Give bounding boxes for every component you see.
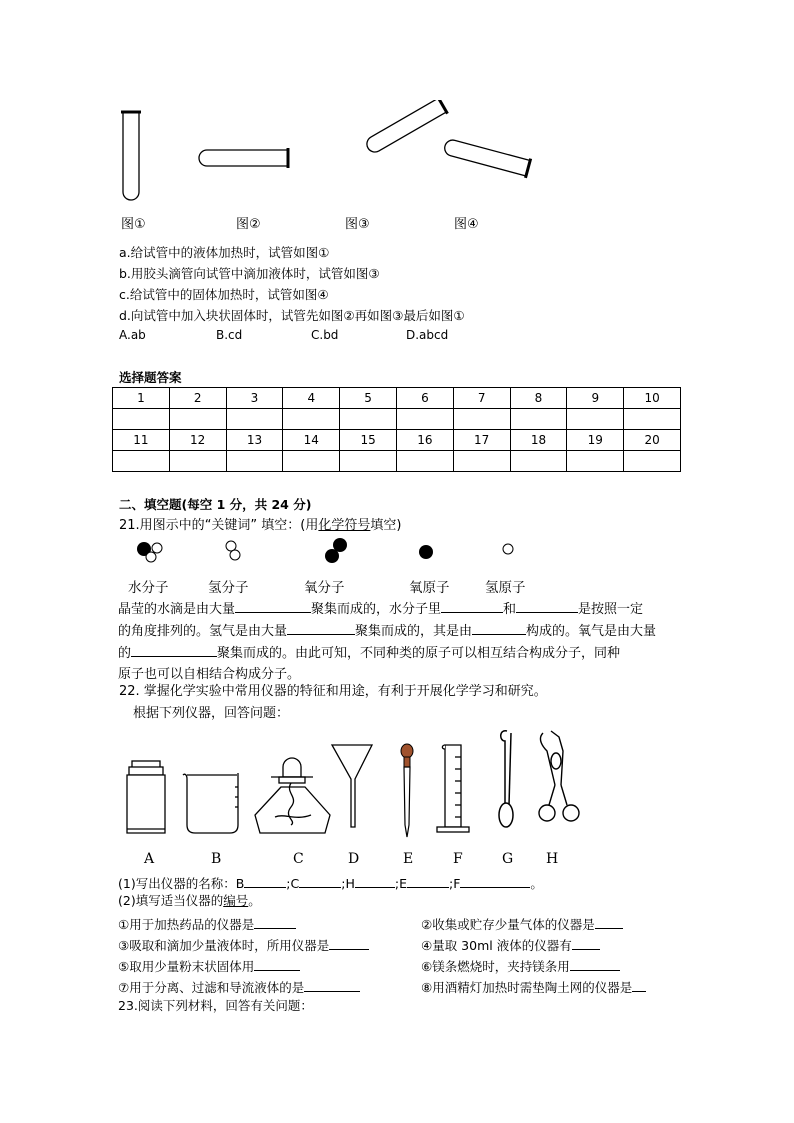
q21-line-1 bbox=[118, 598, 678, 620]
table-header-cell: 13 bbox=[226, 430, 283, 451]
choice-c: C.bd bbox=[311, 328, 339, 342]
q21-line-2 bbox=[118, 620, 678, 642]
table-row bbox=[113, 430, 681, 451]
table-row bbox=[113, 451, 681, 472]
answer-cell[interactable] bbox=[113, 409, 170, 430]
answer-cell[interactable] bbox=[624, 409, 681, 430]
text-span: ④量取 30ml 液体的仪器有 bbox=[421, 938, 572, 953]
text-span: ;C bbox=[286, 876, 300, 891]
fill-blank[interactable] bbox=[304, 977, 360, 992]
answer-cell[interactable] bbox=[396, 409, 453, 430]
section-heading: 二、填空题(每空 1 分，共 24 分) bbox=[119, 497, 312, 512]
test-tube-vertical-icon bbox=[121, 112, 141, 200]
water-molecule-icon bbox=[137, 542, 162, 562]
fill-blank[interactable] bbox=[572, 935, 600, 950]
table-row bbox=[113, 388, 681, 409]
table-header-cell: 2 bbox=[169, 388, 226, 409]
text-span: B bbox=[235, 876, 245, 891]
oxygen-molecule-icon bbox=[325, 538, 347, 563]
hydrogen-atom-icon bbox=[503, 544, 513, 554]
text-span: 。 bbox=[248, 893, 261, 908]
table-header-cell: 20 bbox=[624, 430, 681, 451]
text-span: 编号 bbox=[223, 893, 249, 908]
table-header-cell: 16 bbox=[396, 430, 453, 451]
table-header-cell: 18 bbox=[510, 430, 567, 451]
q22-item-5 bbox=[118, 956, 300, 975]
instrument-label-b: B bbox=[211, 851, 222, 867]
figure-label-2: 图② bbox=[236, 217, 261, 232]
text-span: 的角度排列的。氢气是由大量 bbox=[118, 624, 288, 639]
text-span: ⑥镁条燃烧时，夹持镁条用 bbox=[421, 959, 570, 974]
text-span: ;F bbox=[448, 876, 461, 891]
q21-suffix: 填空) bbox=[370, 518, 402, 533]
dropper-icon bbox=[401, 744, 413, 837]
molecule-label-water: 水分子 bbox=[128, 580, 169, 596]
fill-blank[interactable] bbox=[407, 873, 449, 888]
fill-blank[interactable] bbox=[254, 914, 296, 929]
q22-part1 bbox=[118, 873, 543, 892]
text-span: 聚集而成的。由此可知，不同种类的原子可以相互结合构成分子，同种 bbox=[217, 646, 621, 661]
table-header-cell: 1 bbox=[113, 388, 170, 409]
instrument-label-a: A bbox=[144, 851, 155, 867]
table-header-cell: 10 bbox=[624, 388, 681, 409]
instrument-label-d: D bbox=[348, 851, 360, 867]
answer-cell[interactable] bbox=[283, 451, 340, 472]
answer-cell[interactable] bbox=[624, 451, 681, 472]
table-header-cell: 17 bbox=[453, 430, 510, 451]
answer-cell[interactable] bbox=[567, 409, 624, 430]
gas-collecting-bottle-icon bbox=[127, 761, 165, 833]
test-tube-figures bbox=[100, 100, 560, 210]
alcohol-lamp-icon bbox=[255, 758, 330, 833]
fill-blank[interactable] bbox=[299, 873, 341, 888]
q22-item-4 bbox=[421, 935, 600, 954]
answer-cell[interactable] bbox=[510, 451, 567, 472]
table-header-cell: 11 bbox=[113, 430, 170, 451]
table-header-cell: 5 bbox=[340, 388, 397, 409]
fill-blank[interactable] bbox=[287, 620, 355, 635]
answer-cell[interactable] bbox=[396, 451, 453, 472]
q22-subintro: 根据下列仪器，回答问题： bbox=[133, 706, 290, 721]
instrument-label-e: E bbox=[403, 851, 414, 867]
text-span: 聚集而成的，其是由 bbox=[355, 624, 473, 639]
table-header-cell: 14 bbox=[283, 430, 340, 451]
molecule-label-oxygen-molecule: 氧分子 bbox=[304, 580, 345, 596]
answer-cell[interactable] bbox=[567, 451, 624, 472]
test-tube-horizontal-icon bbox=[199, 148, 288, 168]
text-span: 构成的。氧气是由大量 bbox=[526, 624, 657, 639]
fill-blank[interactable] bbox=[355, 873, 395, 888]
text-span: ①用于加热药品的仪器是 bbox=[118, 917, 255, 932]
text-span: ③吸取和滴加少量液体时，所用仪器是 bbox=[118, 938, 330, 953]
text-span: ②收集或贮存少量气体的仪器是 bbox=[421, 917, 595, 932]
table-header-cell: 19 bbox=[567, 430, 624, 451]
test-tube-tilted-down-icon bbox=[442, 136, 530, 178]
text-span: ⑦用于分离、过滤和导流液体的是 bbox=[118, 980, 305, 995]
option-c: c.给试管中的固体加热时，试管如图④ bbox=[119, 287, 329, 302]
answer-cell[interactable] bbox=[226, 451, 283, 472]
instrument-label-h: H bbox=[546, 851, 559, 867]
fill-blank[interactable] bbox=[131, 642, 217, 657]
table-header-cell: 9 bbox=[567, 388, 624, 409]
choice-d: D.abcd bbox=[406, 328, 449, 342]
text-span: 是按照一定 bbox=[578, 602, 644, 617]
text-span: 。 bbox=[530, 876, 543, 891]
instrument-label-f: F bbox=[453, 851, 463, 867]
q21-line-4: 原子也可以自相结合构成分子。 bbox=[118, 667, 301, 682]
answer-cell[interactable] bbox=[340, 409, 397, 430]
text-span: 聚集而成的，水分子里 bbox=[311, 602, 442, 617]
crucible-tongs-icon bbox=[539, 731, 579, 821]
instrument-label-g: G bbox=[502, 851, 514, 867]
text-span: (2)填写适当仪器的 bbox=[118, 893, 224, 908]
option-b: b.用胶头滴管向试管中滴加液体时，试管如图③ bbox=[119, 266, 380, 281]
q23-prompt: 23.阅读下列材料，回答有关问题： bbox=[118, 998, 313, 1013]
graduated-cylinder-icon bbox=[437, 745, 469, 832]
figure-label-4: 图④ bbox=[454, 217, 479, 232]
fill-blank[interactable] bbox=[235, 598, 311, 613]
table-header-cell: 7 bbox=[453, 388, 510, 409]
table-header-cell: 6 bbox=[396, 388, 453, 409]
fill-blank[interactable] bbox=[632, 977, 646, 992]
fill-blank[interactable] bbox=[244, 873, 286, 888]
q21-underlined: 化学符号 bbox=[318, 518, 371, 533]
answer-cell[interactable] bbox=[169, 451, 226, 472]
option-a: a.给试管中的液体加热时，试管如图① bbox=[119, 245, 330, 260]
choice-b: B.cd bbox=[216, 328, 243, 342]
fill-blank[interactable] bbox=[516, 598, 578, 613]
q22-item-7 bbox=[118, 977, 360, 996]
q22-item-1 bbox=[118, 914, 296, 933]
table-header-cell: 12 bbox=[169, 430, 226, 451]
text-span: (1)写出仪器的名称： bbox=[118, 876, 236, 891]
figure-label-1: 图① bbox=[121, 217, 146, 232]
table-row bbox=[113, 409, 681, 430]
answer-cell[interactable] bbox=[283, 409, 340, 430]
answer-table-title: 选择题答案 bbox=[119, 370, 182, 385]
q22-item-3 bbox=[118, 935, 369, 954]
fill-blank[interactable] bbox=[472, 620, 526, 635]
table-header-cell: 4 bbox=[283, 388, 340, 409]
medicine-spoon-icon bbox=[499, 731, 513, 827]
q22-item-6 bbox=[421, 956, 620, 975]
text-span: ⑤取用少量粉末状固体用 bbox=[118, 959, 255, 974]
funnel-icon bbox=[332, 745, 372, 827]
answer-cell[interactable] bbox=[340, 451, 397, 472]
q21-keyword: “关键词” bbox=[204, 518, 258, 533]
test-tube-tilted-up-icon bbox=[363, 100, 447, 157]
answer-cell[interactable] bbox=[510, 409, 567, 430]
instrument-label-c: C bbox=[293, 851, 304, 867]
oxygen-atom-icon bbox=[419, 545, 433, 559]
figure-label-3: 图③ bbox=[345, 217, 370, 232]
answer-table bbox=[112, 387, 681, 472]
text-span: 晶莹的水滴是由大量 bbox=[118, 602, 236, 617]
q22-item-2 bbox=[421, 914, 623, 933]
choice-a: A.ab bbox=[119, 328, 146, 342]
q21-mid: 填空：(用 bbox=[257, 518, 319, 533]
q22-part2 bbox=[118, 893, 261, 909]
option-d: d.向试管中加入块状固体时，试管先如图②再如图③最后如图① bbox=[119, 308, 465, 323]
answer-cell[interactable] bbox=[169, 409, 226, 430]
text-span: 和 bbox=[503, 602, 517, 617]
fill-blank[interactable] bbox=[595, 914, 623, 929]
molecule-label-hydrogen-molecule: 氢分子 bbox=[208, 580, 249, 596]
q21-line-3 bbox=[118, 642, 678, 664]
q22-intro: 22. 掌握化学实验中常用仪器的特征和用途，有利于开展化学学习和研究。 bbox=[119, 684, 547, 699]
molecule-label-hydrogen-atom: 氢原子 bbox=[485, 580, 526, 596]
fill-blank[interactable] bbox=[254, 956, 300, 971]
instrument-illustrations bbox=[115, 725, 595, 845]
q21-prompt bbox=[119, 518, 401, 534]
molecule-label-oxygen-atom: 氧原子 bbox=[409, 580, 450, 596]
text-span: ⑧用酒精灯加热时需垫陶土网的仪器是 bbox=[421, 980, 633, 995]
fill-blank[interactable] bbox=[570, 956, 620, 971]
text-span: ;E bbox=[394, 876, 407, 891]
q22-item-8 bbox=[421, 977, 646, 996]
hydrogen-molecule-icon bbox=[226, 541, 240, 560]
beaker-icon bbox=[183, 773, 238, 833]
answer-cell[interactable] bbox=[453, 451, 510, 472]
text-span: ;H bbox=[341, 876, 355, 891]
answer-cell[interactable] bbox=[226, 409, 283, 430]
answer-cell[interactable] bbox=[453, 409, 510, 430]
q21-prefix: 21.用图示中的 bbox=[119, 518, 205, 533]
fill-blank[interactable] bbox=[460, 873, 530, 888]
molecule-models bbox=[130, 535, 530, 575]
q21-paragraph bbox=[118, 598, 678, 685]
table-header-cell: 3 bbox=[226, 388, 283, 409]
table-header-cell: 15 bbox=[340, 430, 397, 451]
table-header-cell: 8 bbox=[510, 388, 567, 409]
answer-cell[interactable] bbox=[113, 451, 170, 472]
fill-blank[interactable] bbox=[441, 598, 503, 613]
fill-blank[interactable] bbox=[329, 935, 369, 950]
text-span: 的 bbox=[118, 646, 132, 661]
